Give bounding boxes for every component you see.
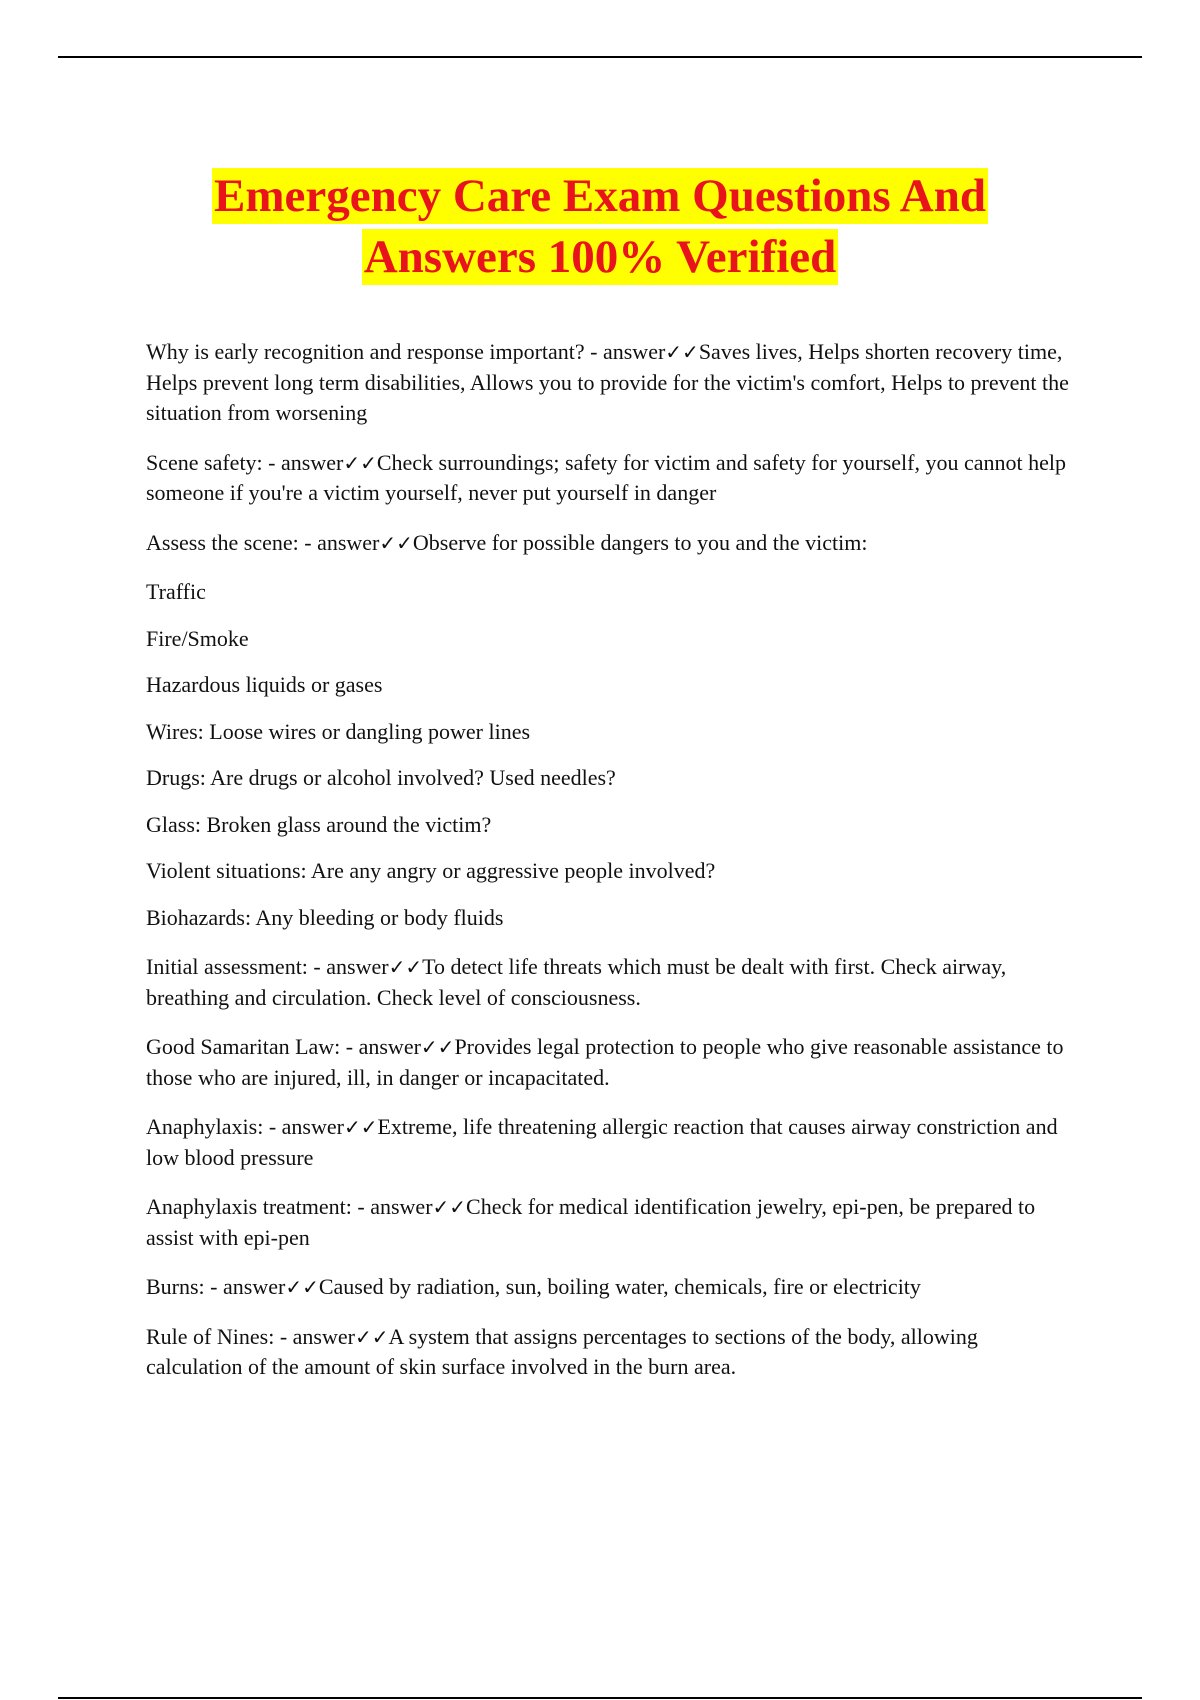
list-item: Hazardous liquids or gases bbox=[146, 672, 383, 697]
qa-item: Good Samaritan Law: - answer✓✓Provides legal protection to people who give reasonable assistance to those who are injured, ill, in danger or incapacitated. bbox=[146, 1034, 1064, 1090]
double-check-icon: ✓✓ bbox=[285, 1275, 319, 1299]
title-line-1: Emergency Care Exam Questions And bbox=[213, 170, 986, 222]
list-item: Glass: Broken glass around the victim? bbox=[146, 811, 492, 837]
qa-item: Scene safety: - answer✓✓Check surroundings; safety for victim and safety for yourself, you cannot help someone if you're a victim yourself, never put yourself in danger bbox=[146, 449, 1066, 505]
double-check-icon: ✓✓ bbox=[343, 450, 377, 475]
double-check-icon: ✓✓ bbox=[432, 1195, 467, 1219]
double-check-icon: ✓✓ bbox=[388, 955, 423, 979]
list-item: Wires: Loose wires or dangling power lines bbox=[146, 718, 531, 744]
qa-item: Why is early recognition and response important? - answer✓✓Saves lives, Helps shorten recovery time, Helps prevent long term disabilities, Allows you to provide for the victim's comfort, Helps to prevent the situation from worsening bbox=[146, 339, 1069, 425]
double-check-icon: ✓✓ bbox=[343, 1115, 378, 1139]
list-item: Drugs: Are drugs or alcohol involved? Used needles? bbox=[146, 765, 616, 790]
double-check-icon: ✓✓ bbox=[665, 340, 699, 364]
title-line-2: Answers 100% Verified bbox=[363, 231, 837, 283]
qa-item: Anaphylaxis treatment: - answer✓✓Check for medical identification jewelry, epi-pen, be prepared to assist with epi-pen bbox=[146, 1194, 1036, 1250]
double-check-icon: ✓✓ bbox=[379, 530, 413, 555]
list-item: Traffic bbox=[146, 579, 206, 604]
header-rule bbox=[58, 56, 1142, 58]
qa-item: Assess the scene: - answer✓✓Observe for possible dangers to you and the victim: bbox=[146, 529, 868, 555]
qa-item: Initial assessment: - answer✓✓To detect life threats which must be dealt with first. Check airway, breathing and circulation. Check level of consciousness. bbox=[146, 954, 1007, 1010]
double-check-icon: ✓✓ bbox=[420, 1035, 455, 1059]
qa-item: Burns: - answer✓✓Caused by radiation, sun, boiling water, chemicals, fire or electricity bbox=[146, 1274, 921, 1299]
double-check-icon: ✓✓ bbox=[354, 1324, 389, 1349]
list-item: Fire/Smoke bbox=[146, 625, 249, 651]
qa-item: Anaphylaxis: - answer✓✓Extreme, life threatening allergic reaction that causes airway constriction and low blood pressure bbox=[146, 1114, 1058, 1170]
list-item: Violent situations: Are any angry or aggressive people involved? bbox=[146, 858, 716, 883]
document-title bbox=[0, 168, 1200, 290]
qa-item: Rule of Nines: - answer✓✓A system that assigns percentages to sections of the body, allowing calculation of the amount of skin surface involved in the burn area. bbox=[146, 1323, 978, 1379]
list-item: Biohazards: Any bleeding or body fluids bbox=[146, 904, 504, 930]
qa-list bbox=[146, 337, 1076, 1402]
footer-rule bbox=[58, 1697, 1142, 1699]
